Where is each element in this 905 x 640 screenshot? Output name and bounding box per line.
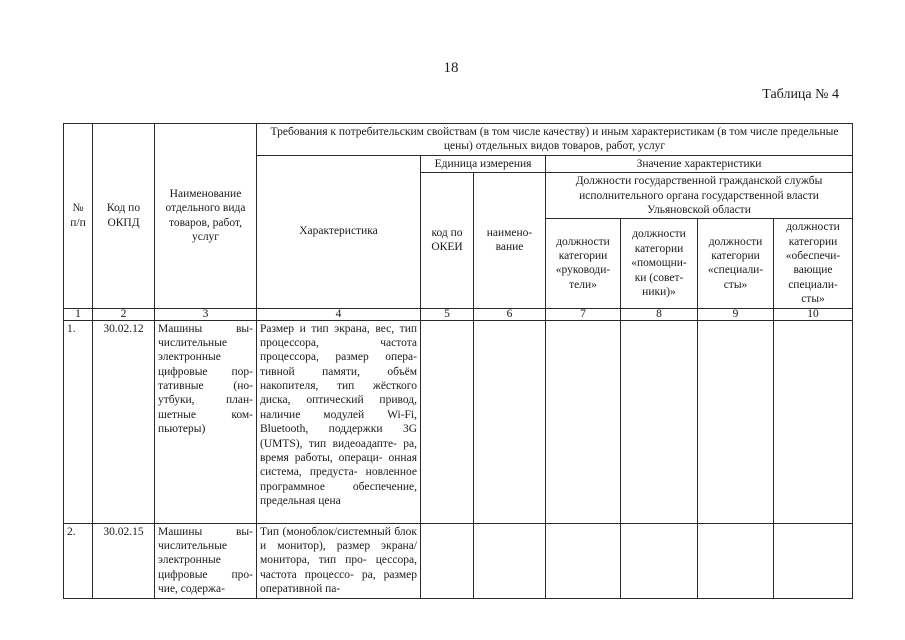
column-number-row [64, 308, 853, 320]
table-row [64, 523, 853, 598]
row-num: 1. [64, 320, 93, 523]
column-number: 3 [155, 308, 257, 320]
column-number: 10 [774, 308, 853, 320]
empty-cell [621, 320, 698, 523]
column-number: 9 [698, 308, 774, 320]
row-characteristic: Размер и тип экрана, вес, тип процессора, частота процессора, размер опера- тивной памяти, объём накопителя, тип жёсткого диска, оптический привод, наличие модулей Wi-Fi, Bluetooth, поддержки 3G (UMTS), тип видеоадапте- ра, время работы, операци- онная система, предуста- новленное программное обеспечение, предельная цена [257, 320, 421, 523]
header-unit-name: наимено- вание [474, 173, 546, 308]
header-cat-assistants: должности категории «помощни- ки (совет- ники)» [621, 219, 698, 308]
column-number: 7 [546, 308, 621, 320]
table-caption: Таблица № 4 [762, 87, 839, 102]
empty-cell [698, 320, 774, 523]
header-positions: Должности государственной гражданской службы исполнительного органа государственной власти Ульяновской области [546, 173, 853, 219]
row-num: 2. [64, 523, 93, 598]
column-number: 6 [474, 308, 546, 320]
empty-cell [421, 523, 474, 598]
empty-cell [621, 523, 698, 598]
empty-cell [474, 523, 546, 598]
page-number: 18 [443, 60, 459, 76]
empty-cell [421, 320, 474, 523]
header-unit: Единица измерения [421, 155, 546, 172]
empty-cell [774, 320, 853, 523]
header-num: № п/п [64, 124, 93, 309]
row-okpd: 30.02.15 [93, 523, 155, 598]
row-characteristic: Тип (моноблок/системный блок и монитор), размер экрана/монитора, тип про- цессора, частота процессо- ра, размер оперативной па- [257, 523, 421, 598]
row-name: Машины вы- числительные электронные цифровые про- чие, содержа- [155, 523, 257, 598]
row-name: Машины вы- числительные электронные цифровые пор- тативные (но- утбуки, план- шетные ком- пьютеры) [155, 320, 257, 523]
empty-cell [698, 523, 774, 598]
header-cat-heads: должности категории «руководи- тели» [546, 219, 621, 308]
requirements-table [63, 123, 853, 599]
column-number: 8 [621, 308, 698, 320]
table-row [64, 320, 853, 523]
header-cat-support: должности категории «обеспечи- вающие специали- сты» [774, 219, 853, 308]
column-number: 4 [257, 308, 421, 320]
header-characteristic: Характеристика [257, 155, 421, 308]
header-okpd: Код по ОКПД [93, 124, 155, 309]
empty-cell [474, 320, 546, 523]
header-unit-code: код по ОКЕИ [421, 173, 474, 308]
column-number: 1 [64, 308, 93, 320]
header-value: Значение характеристики [546, 155, 853, 172]
row-okpd: 30.02.12 [93, 320, 155, 523]
column-number: 5 [421, 308, 474, 320]
column-number: 2 [93, 308, 155, 320]
empty-cell [546, 523, 621, 598]
empty-cell [774, 523, 853, 598]
empty-cell [546, 320, 621, 523]
header-requirements: Требования к потребительским свойствам (в том числе качеству) и иным характеристикам (в том числе предельные цены) отдельных видов товаров, работ, услуг [257, 124, 853, 156]
header-name: Наименование отдельного вида товаров, работ, услуг [155, 124, 257, 309]
header-cat-specialists: должности категории «специали- сты» [698, 219, 774, 308]
